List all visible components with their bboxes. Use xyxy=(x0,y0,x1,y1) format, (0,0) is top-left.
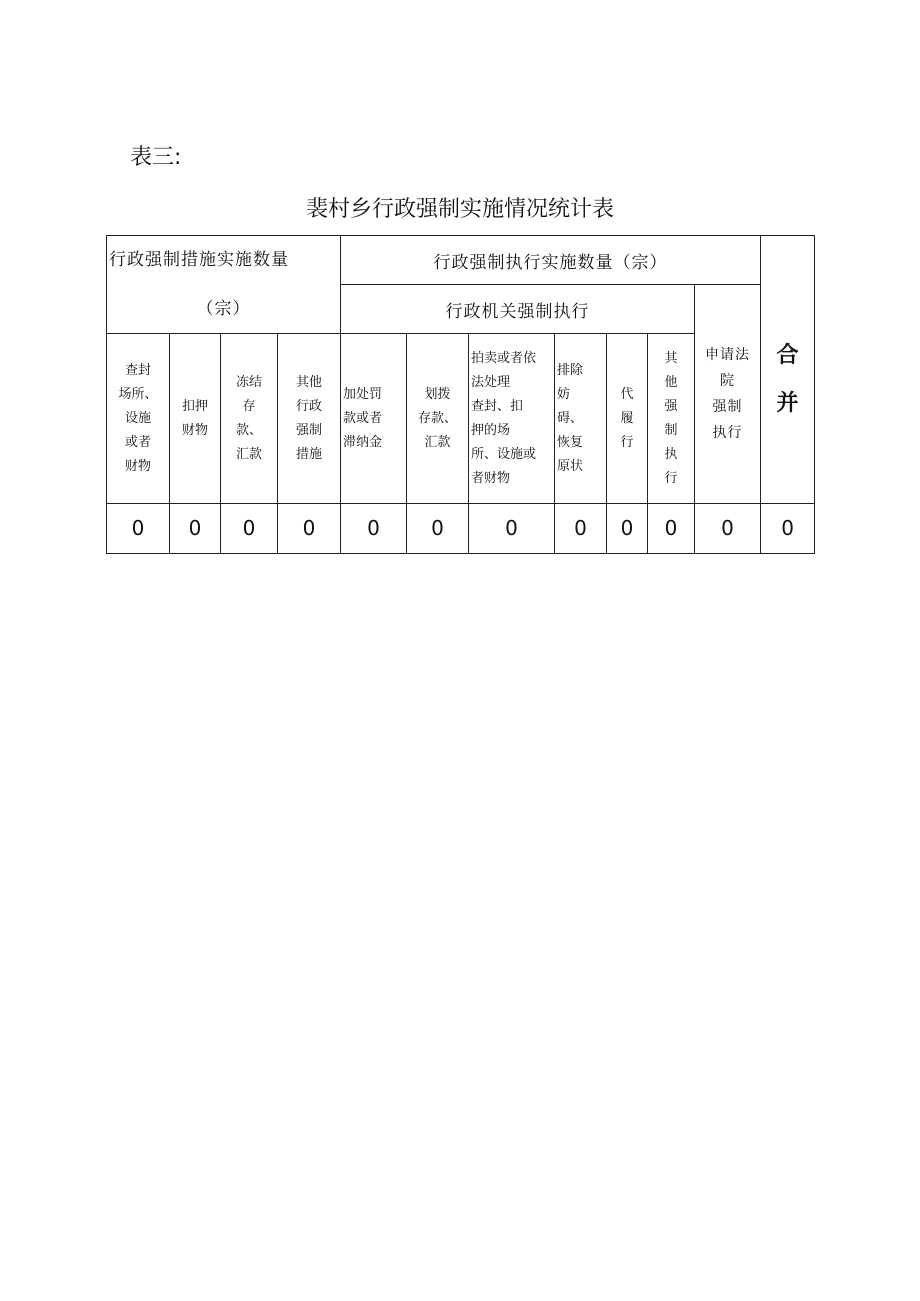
header-coercive-measures-line1: 行政强制措施实施数量 xyxy=(109,250,289,270)
value-cell: 0 xyxy=(107,504,170,554)
subheader-auction-dispose: 拍卖或者依 法处理 查封、扣 押的场 所、设施或 者财物 xyxy=(469,334,555,504)
header-coercive-execution: 行政强制执行实施数量（宗） xyxy=(341,236,761,285)
subheader-other-execution: 其 他 强 制 执 行 xyxy=(648,334,695,504)
header-total-char-1: 合 xyxy=(776,343,799,368)
value-cell: 0 xyxy=(221,504,278,554)
header-coercive-measures xyxy=(107,236,341,334)
value-cell-total: 0 xyxy=(761,504,815,554)
header-court-line: 申请法 xyxy=(705,347,751,363)
subheader-late-penalty: 加处罚 款或者 滞纳金 xyxy=(341,334,407,504)
header-court-line: 执行 xyxy=(712,425,743,441)
subheader-remove-obstruction: 排除 妨 碍、 恢复 原状 xyxy=(555,334,607,504)
value-cell: 0 xyxy=(469,504,555,554)
header-court-line: 强制 xyxy=(712,399,743,415)
value-cell: 0 xyxy=(648,504,695,554)
header-total-char-2: 并 xyxy=(776,391,799,416)
value-cell: 0 xyxy=(170,504,221,554)
subheader-seal-premises: 查封 场所、 设施 或者 财物 xyxy=(107,334,170,504)
subheader-seize-property: 扣押 财物 xyxy=(170,334,221,504)
header-agency-execution: 行政机关强制执行 xyxy=(341,285,695,334)
document-title: 裴村乡行政强制实施情况统计表 xyxy=(305,197,614,222)
statistics-table xyxy=(106,235,815,554)
subheader-other-measures: 其他 行政 强制 措施 xyxy=(278,334,341,504)
table-label: 表三: xyxy=(130,145,182,170)
value-cell: 0 xyxy=(555,504,607,554)
header-court-line: 院 xyxy=(720,373,736,389)
subheader-freeze-deposits: 冻结 存 款、 汇款 xyxy=(221,334,278,504)
value-cell: 0 xyxy=(407,504,469,554)
header-coercive-measures-unit: （宗） xyxy=(196,299,251,319)
value-cell: 0 xyxy=(341,504,407,554)
subheader-transfer-deposits: 划拨 存款、 汇款 xyxy=(407,334,469,504)
value-cell: 0 xyxy=(607,504,648,554)
value-cell: 0 xyxy=(695,504,761,554)
value-cell: 0 xyxy=(278,504,341,554)
header-court-execution xyxy=(695,285,761,504)
subheader-substitute-performance: 代 履 行 xyxy=(607,334,648,504)
header-total xyxy=(761,236,815,504)
